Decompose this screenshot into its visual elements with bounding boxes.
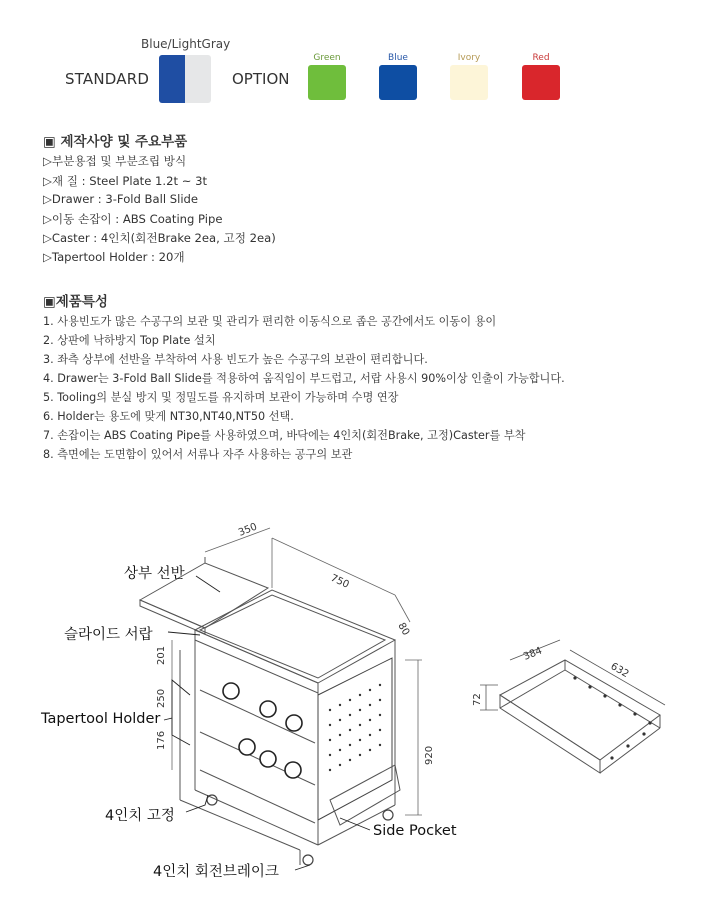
- callout-top-shelf: 상부 선반: [124, 566, 185, 582]
- option-ivory-swatch[interactable]: [450, 65, 488, 100]
- feature-item: 8. 측면에는 도면함이 있어서 서류나 자주 사용하는 공구의 보관: [43, 448, 353, 461]
- dim-depth: 80: [395, 621, 412, 638]
- features-title: ▣제품특성: [43, 294, 108, 310]
- feature-item: 2. 상판에 낙하방지 Top Plate 설치: [43, 334, 216, 347]
- dim-drawer-length: 632: [608, 661, 631, 681]
- feature-item: 5. Tooling의 분실 방지 및 정밀도를 유지하며 보관이 가능하며 수명 연장: [43, 391, 399, 404]
- side-pegboard: [318, 658, 392, 820]
- dim-drawer-width: 384: [522, 645, 544, 663]
- top-plate-outline: [195, 590, 395, 693]
- dim-height: 920: [424, 745, 435, 765]
- cabinet-body: [195, 640, 395, 845]
- specs-title: ▣ 제작사양 및 주요부품: [43, 134, 188, 150]
- callout-slide-drawer: 슬라이드 서랍: [64, 627, 153, 643]
- pegboard-holes: [329, 684, 381, 771]
- callout-swivel-caster: 4인치 회전브레이크: [153, 864, 279, 880]
- option-green-name: Green: [313, 53, 341, 63]
- dim-length: 750: [328, 572, 351, 591]
- dim-h3: 176: [156, 730, 167, 750]
- standard-swatch[interactable]: [159, 55, 211, 103]
- option-label: OPTION: [232, 70, 290, 88]
- callout-side-pocket: Side Pocket: [373, 823, 457, 839]
- feature-item: 6. Holder는 용도에 맞게 NT30,NT40,NT50 선택.: [43, 410, 294, 423]
- spec-item: ▷Tapertool Holder : 20개: [43, 250, 185, 264]
- dim-drawer-height: 72: [472, 693, 483, 706]
- option-red-name: Red: [532, 53, 550, 63]
- spec-item: ▷재 질 : Steel Plate 1.2t ~ 3t: [43, 174, 208, 188]
- dim-h2: 250: [156, 688, 167, 708]
- standard-swatch-blue: [159, 55, 185, 103]
- callout-fixed-caster: 4인치 고정: [105, 808, 175, 824]
- spec-item: ▷Drawer : 3-Fold Ball Slide: [43, 192, 199, 206]
- tapertool-holders: [223, 683, 302, 778]
- spec-item: ▷이동 손잡이 : ABS Coating Pipe: [43, 212, 223, 226]
- standard-swatch-lightgray: [185, 55, 211, 103]
- standard-color-name: Blue/LightGray: [141, 37, 231, 51]
- spec-item: ▷Caster : 4인치(회전Brake 2ea, 고정 2ea): [43, 231, 276, 245]
- option-blue-swatch[interactable]: [379, 65, 417, 100]
- dim-width: 350: [237, 521, 259, 539]
- spec-item: ▷부분용접 및 부분조립 방식: [43, 154, 187, 168]
- feature-item: 7. 손잡이는 ABS Coating Pipe를 사용하였으며, 바닥에는 4인치(회전Brake, 고정)Caster를 부착: [43, 429, 526, 442]
- option-red-swatch[interactable]: [522, 65, 560, 100]
- option-ivory-name: Ivory: [457, 53, 481, 63]
- standard-label: STANDARD: [65, 70, 150, 88]
- feature-item: 1. 사용빈도가 많은 수공구의 보관 및 관리가 편리한 이동식으로 좁은 공간에서도 이동이 용이: [43, 315, 497, 328]
- feature-item: 4. Drawer는 3-Fold Ball Slide를 적용하여 움직임이 부드럽고, 서랍 사용시 90%이상 인출이 가능합니다.: [43, 372, 565, 385]
- dim-h1: 201: [156, 645, 167, 665]
- option-blue-name: Blue: [388, 53, 408, 63]
- feature-item: 3. 좌측 상부에 선반을 부착하여 사용 빈도가 높은 수공구의 보관이 편리합니다.: [43, 353, 428, 366]
- drawer-holes: [573, 676, 651, 759]
- option-green-swatch[interactable]: [308, 65, 346, 100]
- drawer-detail: [480, 640, 665, 773]
- cart-technical-drawing: [0, 500, 709, 900]
- callout-tapertool-holder: Tapertool Holder: [41, 711, 161, 727]
